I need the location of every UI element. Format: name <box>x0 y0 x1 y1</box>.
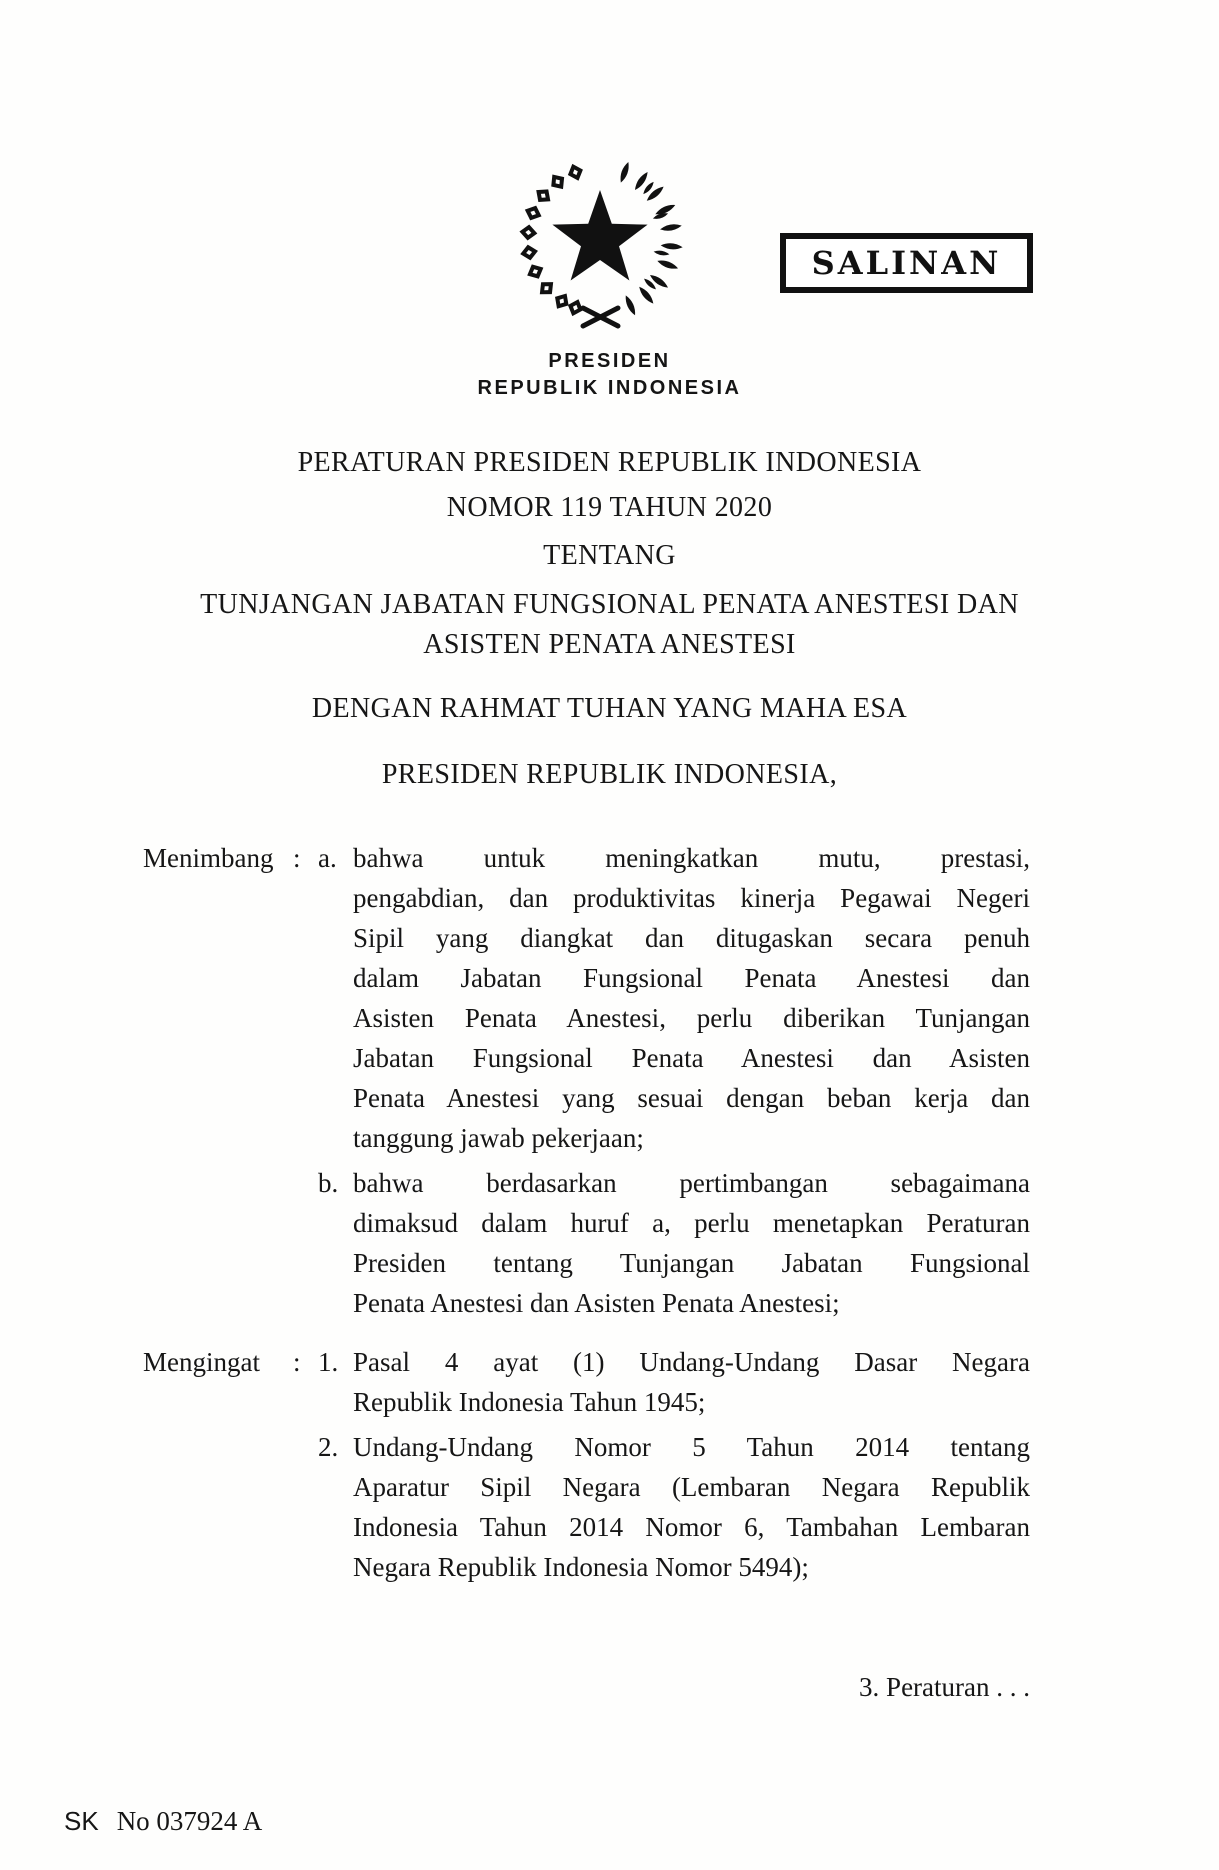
item-marker: 2. <box>318 1432 339 1462</box>
letterhead-presiden: PRESIDEN <box>548 350 671 372</box>
menimbang-label: Menimbang <box>143 843 274 873</box>
title-line-nomor: NOMOR 119 TAHUN 2020 <box>446 492 773 523</box>
catchword: 3. Peraturan . . . <box>859 1672 1030 1702</box>
item-text <box>353 838 1030 1158</box>
item-text <box>353 1163 1030 1323</box>
footer-sk-number: No 037924 A <box>116 1806 263 1836</box>
title-line-peraturan: PERATURAN PRESIDEN REPUBLIK INDONESIA <box>297 447 922 478</box>
text-line: bahwa untuk meningkatkan mutu, prestasi, <box>353 843 1030 873</box>
page-footer-code <box>64 1806 262 1836</box>
text-line: Presiden tentang Tunjangan Jabatan Fungsional <box>353 1248 1030 1278</box>
footer-sk-label: SK <box>64 1806 99 1836</box>
menimbang-colon: : <box>293 843 301 873</box>
item-text <box>353 1427 1030 1587</box>
menimbang-section <box>143 838 1030 1323</box>
text-line: Indonesia Tahun 2014 Nomor 6, Tambahan Lembaran <box>353 1512 1030 1542</box>
text-line: Asisten Penata Anestesi, perlu diberikan Tunjangan <box>353 1003 1030 1033</box>
mengingat-section <box>143 1342 1030 1587</box>
consideration-item-a <box>318 838 1030 1158</box>
salinan-stamp <box>780 233 1033 293</box>
invocation-line: DENGAN RAHMAT TUHAN YANG MAHA ESA <box>311 693 908 724</box>
text-line: Sipil yang diangkat dan ditugaskan secara penuh <box>353 923 1030 953</box>
legal-basis-item-1 <box>318 1342 1030 1422</box>
star-wreath-emblem-icon <box>517 158 683 336</box>
authority-line: PRESIDEN REPUBLIK INDONESIA, <box>381 759 838 790</box>
text-line: bahwa berdasarkan pertimbangan sebagaimana <box>353 1168 1030 1198</box>
text-line: dalam Jabatan Fungsional Penata Anestesi dan <box>353 963 1030 993</box>
text-line: dimaksud dalam huruf a, perlu menetapkan Peraturan <box>353 1208 1030 1238</box>
item-marker: a. <box>318 843 337 873</box>
mengingat-colon: : <box>293 1347 301 1377</box>
text-line: Aparatur Sipil Negara (Lembaran Negara Republik <box>353 1472 1030 1502</box>
title-line-subject-1: TUNJANGAN JABATAN FUNGSIONAL PENATA ANESTESI DAN <box>200 589 1019 620</box>
text-line: Republik Indonesia Tahun 1945; <box>353 1387 706 1417</box>
text-line: Pasal 4 ayat (1) Undang-Undang Dasar Negara <box>353 1347 1030 1377</box>
text-line: pengabdian, dan produktivitas kinerja Pegawai Negeri <box>353 883 1030 913</box>
star-shape <box>552 190 647 281</box>
text-line: Penata Anestesi dan Asisten Penata Anestesi; <box>353 1288 840 1318</box>
item-text <box>353 1342 1030 1422</box>
item-marker: b. <box>318 1168 339 1198</box>
text-line: Penata Anestesi yang sesuai dengan beban kerja dan <box>353 1083 1030 1113</box>
text-line: Jabatan Fungsional Penata Anestesi dan Asisten <box>353 1043 1030 1073</box>
text-line: Undang-Undang Nomor 5 Tahun 2014 tentang <box>353 1432 1030 1462</box>
title-line-tentang: TENTANG <box>543 540 676 571</box>
item-marker: 1. <box>318 1347 339 1377</box>
wreath-stems <box>583 308 618 326</box>
mengingat-label: Mengingat <box>143 1347 260 1377</box>
salinan-label: SALINAN <box>811 244 1002 282</box>
text-line: tanggung jawab pekerjaan; <box>353 1123 644 1153</box>
text-line: Negara Republik Indonesia Nomor 5494); <box>353 1552 809 1582</box>
consideration-item-b <box>318 1163 1030 1323</box>
legal-basis-item-2 <box>318 1427 1030 1587</box>
title-line-subject-2: ASISTEN PENATA ANESTESI <box>423 629 796 660</box>
letterhead-republik-indonesia: REPUBLIK INDONESIA <box>477 377 742 399</box>
